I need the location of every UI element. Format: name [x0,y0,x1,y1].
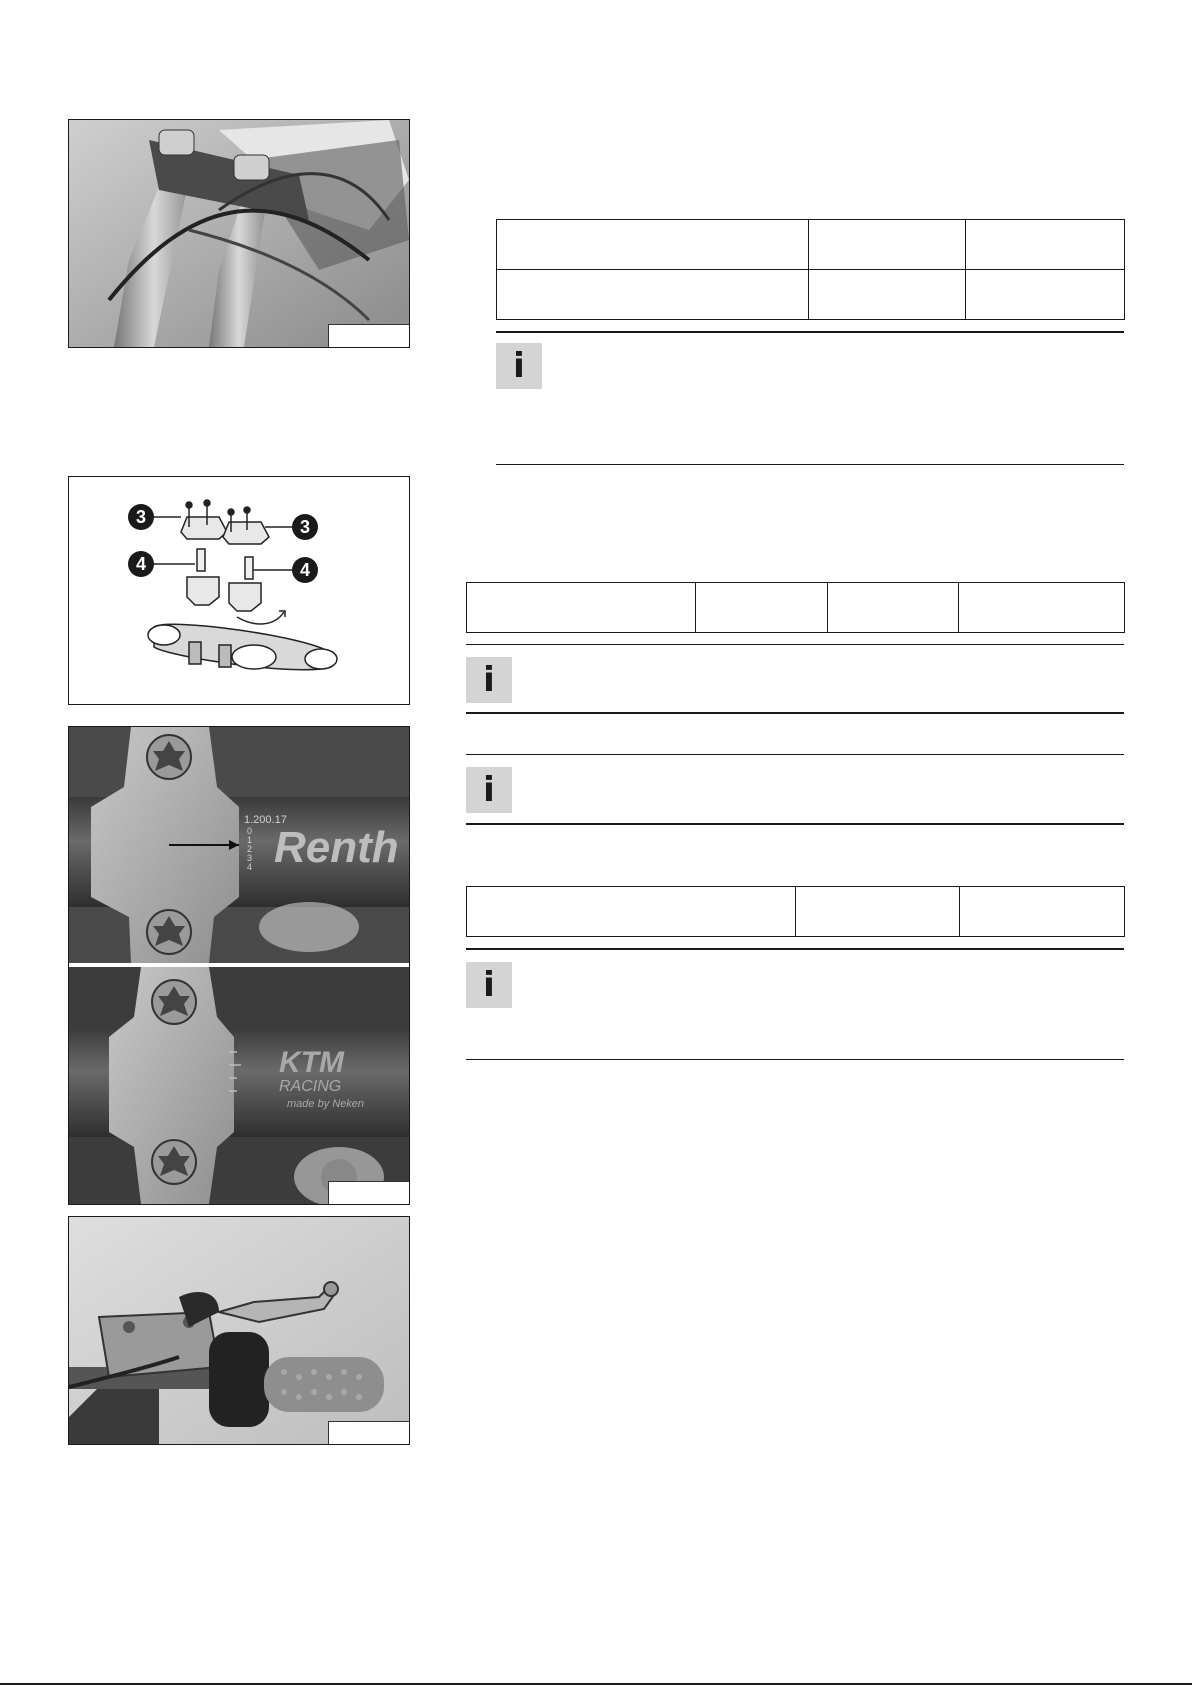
table-cell [696,583,828,633]
info-icon: i [466,657,512,703]
table-cell [809,270,966,320]
clamp-illustration [69,477,409,704]
figure-tag [328,1421,409,1444]
table-cell [966,220,1125,270]
callout-label: 4 [135,554,147,574]
table-cell [497,270,809,320]
ktm-handlebar-photo [69,967,409,1204]
fork-top-illustration [69,120,409,347]
table-cell [959,583,1125,633]
info-icon: i [466,962,512,1008]
figure-tag [328,324,409,347]
spec-table-2 [466,582,1125,633]
brake-lever-photo [68,1216,410,1445]
table-cell [497,220,809,270]
info-note-1 [496,331,1124,465]
table-row [497,270,1125,320]
table-cell [467,583,696,633]
callout-label: 3 [135,507,147,527]
table-cell [960,887,1125,937]
brand-logo: KTM [279,1046,344,1079]
maker-label: made by Neken [287,1098,365,1110]
table-row [467,887,1125,937]
scale-mark: 2 [247,844,253,854]
info-note-4 [466,948,1124,1060]
spec-table-3 [466,886,1125,937]
handlebar-clamp-diagram [68,476,410,705]
table-cell [809,220,966,270]
info-note-3 [466,754,1124,825]
scale-mark: 1 [247,835,253,845]
info-icon: i [496,343,542,389]
renthal-handlebar-photo [69,727,409,963]
table-row [467,583,1125,633]
handlebar-photos [68,726,410,1205]
handlebar-illustration [69,727,409,1204]
brand-logo: Renth [274,823,399,872]
table-row [497,220,1125,270]
brake-lever-illustration [69,1217,409,1444]
callout-label: 4 [299,560,311,580]
scale-label: 1.200.17 [244,814,287,826]
callout-label: 3 [299,517,311,537]
table-cell [966,270,1125,320]
table-cell [796,887,960,937]
figure-tag [328,1181,409,1204]
info-icon: i [466,767,512,813]
table-cell [828,583,959,633]
spec-table-1 [496,219,1125,320]
scale-mark: 4 [247,862,253,872]
brand-subtitle: RACING [279,1078,342,1095]
table-cell [467,887,796,937]
fork-top-photo [68,119,410,348]
scale-mark: 0 [247,826,253,836]
info-note-2 [466,644,1124,714]
scale-mark: 3 [247,853,253,863]
